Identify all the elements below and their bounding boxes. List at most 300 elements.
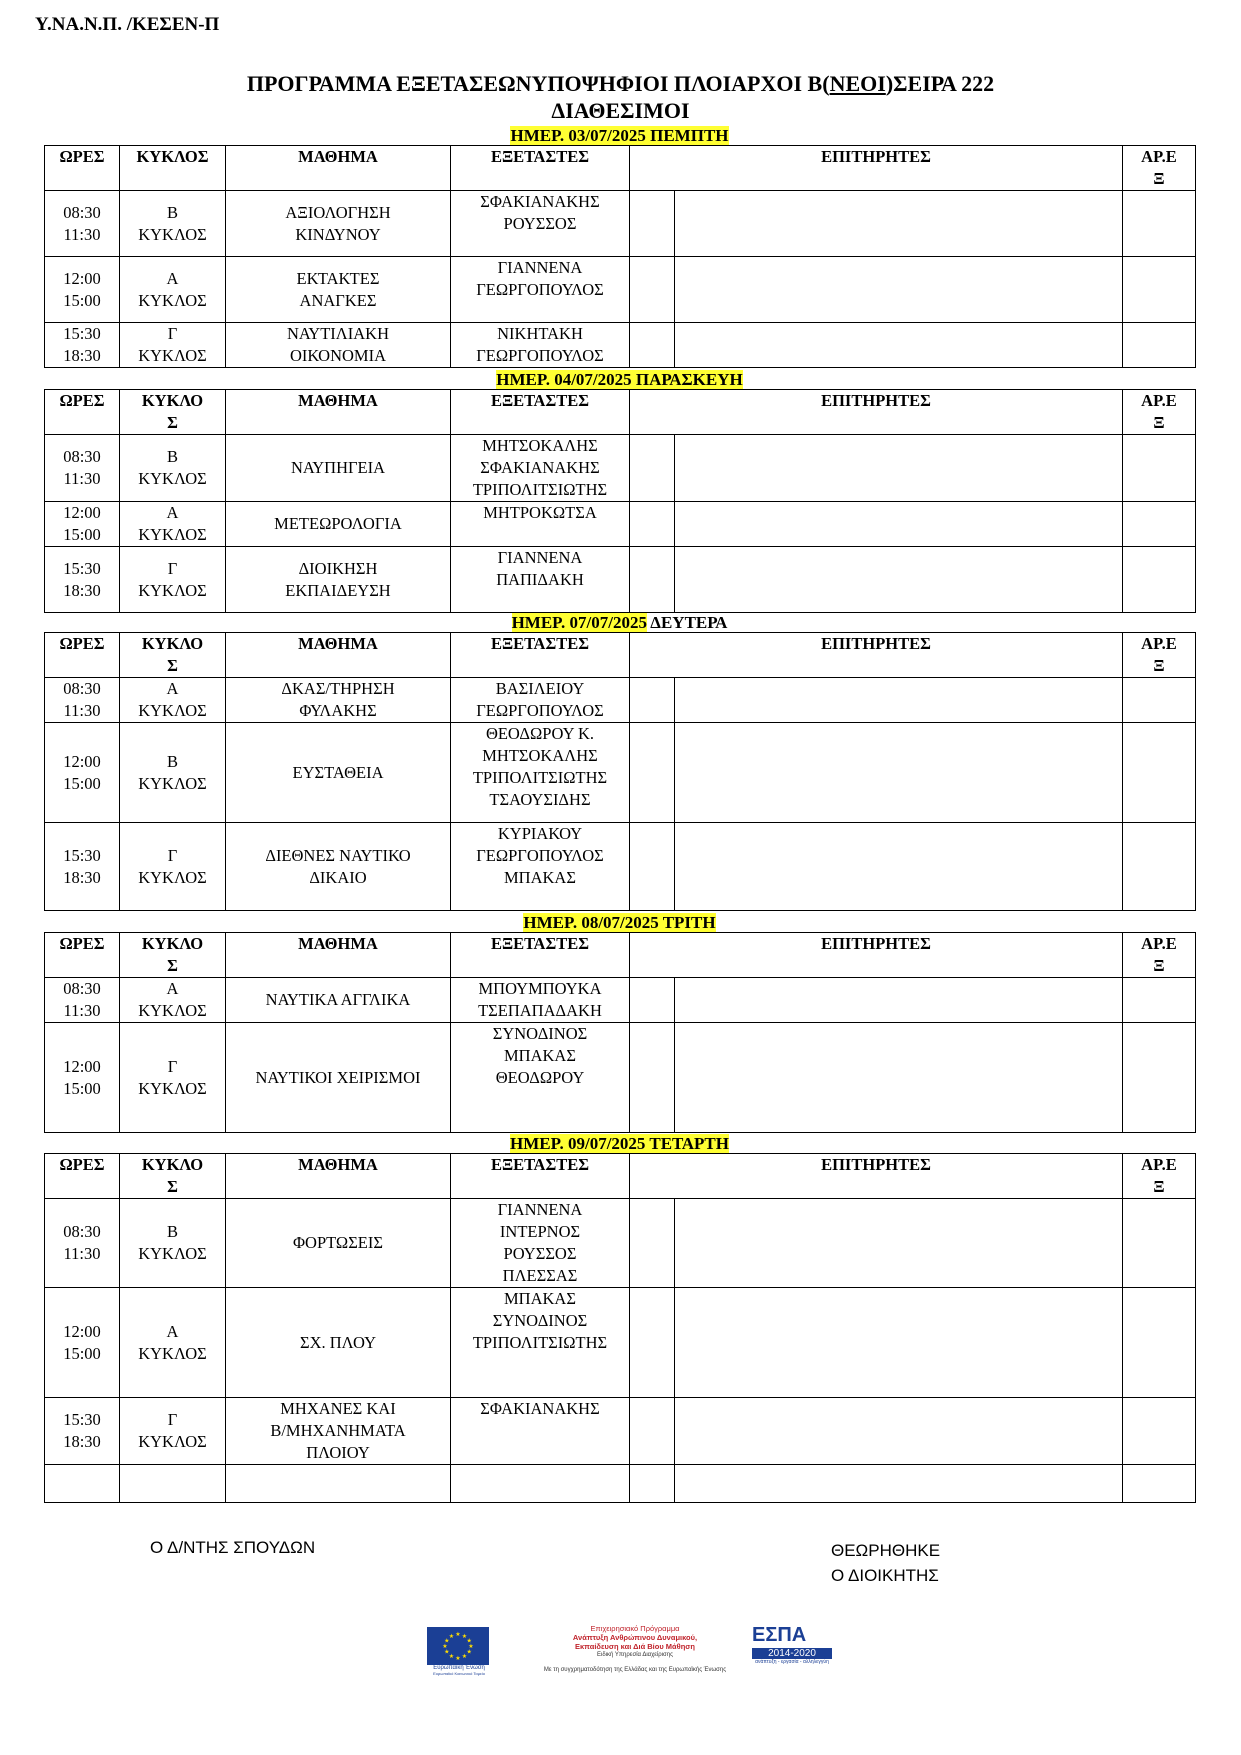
cell-line: 12:00 bbox=[63, 751, 101, 771]
cell-line: 08:30 bbox=[63, 447, 101, 466]
exam-number-cell[interactable] bbox=[1123, 547, 1196, 613]
table-row bbox=[45, 823, 1196, 911]
supervisor-cell-1[interactable] bbox=[630, 1465, 675, 1503]
cell-line: ΡΟΥΣΣΟΣ bbox=[503, 1244, 577, 1263]
supervisor-cell-1[interactable] bbox=[630, 547, 675, 613]
cell-line: ΤΣΕΠΑΠΑΔΑΚΗ bbox=[478, 1001, 602, 1020]
day-title bbox=[44, 126, 1195, 145]
cell-line: ΚΥΚΛΟΣ bbox=[138, 773, 207, 793]
day-title bbox=[44, 370, 1195, 389]
cell-line: Β/ΜΗΧΑΝΗΜΑΤΑ bbox=[270, 1421, 406, 1440]
cycle-line1: ΚΥΚΛΟ bbox=[141, 1155, 204, 1174]
cycle-cell bbox=[120, 978, 226, 1023]
cycle-cell bbox=[120, 723, 226, 823]
hours-cell bbox=[45, 1288, 120, 1398]
table-header-row bbox=[45, 146, 1196, 191]
cell-line: ΝΑΥΤΙΚΑ ΑΓΓΛΙΚΑ bbox=[265, 990, 411, 1009]
exam-number-cell[interactable] bbox=[1123, 723, 1196, 823]
cell-line: ΔΙΟΙΚΗΣΗ bbox=[298, 558, 378, 578]
cell-line: ΠΑΠΙΔΑΚΗ bbox=[496, 570, 584, 589]
cell-line: ΓΕΩΡΓΟΠΟΥΛΟΣ bbox=[476, 346, 604, 365]
cell-line: ΤΡΙΠΟΛΙΤΣΙΩΤΗΣ bbox=[472, 768, 608, 787]
exam-number-cell[interactable] bbox=[1123, 978, 1196, 1023]
commander-label: Ο ΔΙΟΙΚΗΤΗΣ bbox=[831, 1566, 939, 1585]
table-row bbox=[45, 1398, 1196, 1465]
day-title-highlighted: ΗΜΕΡ. 07/07/2025 bbox=[511, 613, 647, 632]
commander-signature bbox=[831, 1538, 940, 1588]
cycle-cell bbox=[120, 823, 226, 911]
day-title-plain: ΔΕΥΤΕΡΑ bbox=[646, 613, 728, 632]
examiners-cell bbox=[451, 723, 630, 823]
cell-line: ΓΙΑΝΝΕΝΑ bbox=[497, 548, 583, 567]
approved-label: ΘΕΩΡΗΘΗΚΕ bbox=[831, 1541, 941, 1560]
table-row bbox=[45, 435, 1196, 502]
supervisor-cell-2[interactable] bbox=[675, 723, 1123, 823]
cell-line: ΒΑΣΙΛΕΙΟΥ bbox=[495, 679, 585, 698]
cell-line: ΓΕΩΡΓΟΠΟΥΛΟΣ bbox=[476, 846, 604, 865]
course-cell bbox=[226, 1398, 451, 1465]
cycle-cell bbox=[120, 1288, 226, 1398]
cell-line: ΚΥΚΛΟΣ bbox=[138, 290, 207, 310]
supervisor-cell-1[interactable] bbox=[630, 1398, 675, 1465]
day-block bbox=[44, 126, 1195, 368]
examiners-cell bbox=[451, 678, 630, 723]
cell-line: ΕΚΠΑΙΔΕΥΣΗ bbox=[285, 580, 391, 600]
exam-number-cell[interactable] bbox=[1123, 1465, 1196, 1503]
hours-cell bbox=[45, 1398, 120, 1465]
svg-text:★: ★ bbox=[444, 1648, 450, 1656]
cell-line: ΚΥΚΛΟΣ bbox=[138, 224, 207, 244]
cell-line: ΜΗΤΣΟΚΑΛΗΣ bbox=[482, 436, 598, 455]
cell-line: 15:30 bbox=[63, 558, 101, 578]
supervisors-header: ΕΠΙΤΗΡΗΤΕΣ bbox=[630, 390, 1123, 435]
cell-line: Α bbox=[166, 1321, 179, 1341]
hours-header: ΩΡΕΣ bbox=[45, 1154, 120, 1199]
exam-number-cell[interactable] bbox=[1123, 435, 1196, 502]
course-cell bbox=[226, 723, 451, 823]
cell-line: ΚΥΚΛΟΣ bbox=[138, 1078, 207, 1098]
supervisor-cell-1[interactable] bbox=[630, 502, 675, 547]
cell-line: ΚΥΚΛΟΣ bbox=[138, 346, 207, 365]
examiners-cell bbox=[451, 978, 630, 1023]
cell-line: ΜΕΤΕΩΡΟΛΟΓΙΑ bbox=[274, 514, 402, 533]
cell-line: ΤΡΙΠΟΛΙΤΣΙΩΤΗΣ bbox=[472, 1333, 608, 1352]
examiners-cell bbox=[451, 1465, 630, 1503]
supervisors-header: ΕΠΙΤΗΡΗΤΕΣ bbox=[630, 933, 1123, 978]
hours-cell bbox=[45, 1023, 120, 1133]
cell-line: ΜΗΤΣΟΚΑΛΗΣ bbox=[482, 746, 598, 765]
cell-line: 12:00 bbox=[63, 1056, 101, 1076]
exam-no-line1: ΑΡ.Ε bbox=[1141, 391, 1177, 410]
cell-line: ΡΟΥΣΣΟΣ bbox=[503, 214, 577, 233]
hours-cell bbox=[45, 547, 120, 613]
cell-line: ΕΥΣΤΑΘΕΙΑ bbox=[292, 762, 384, 782]
cycle-cell bbox=[120, 1465, 226, 1503]
cell-line: ΣΦΑΚΙΑΝΑΚΗΣ bbox=[480, 1399, 600, 1418]
supervisor-cell-1[interactable] bbox=[630, 678, 675, 723]
hours-cell bbox=[45, 323, 120, 368]
hours-cell bbox=[45, 723, 120, 823]
exam-number-cell[interactable] bbox=[1123, 1398, 1196, 1465]
supervisor-cell-2[interactable] bbox=[675, 435, 1123, 502]
cycle-line1: ΚΥΚΛΟ bbox=[141, 391, 204, 410]
exam-number-cell[interactable] bbox=[1123, 1199, 1196, 1288]
cell-line: ΝΑΥΠΗΓΕΙΑ bbox=[290, 458, 386, 477]
course-cell bbox=[226, 257, 451, 323]
cycle-cell bbox=[120, 257, 226, 323]
cell-line: ΝΑΥΤΙΚΟΙ ΧΕΙΡΙΣΜΟΙ bbox=[255, 1067, 421, 1087]
op-line1: Επιχειρησιακό Πρόγραμμα bbox=[590, 1624, 680, 1633]
supervisor-cell-2[interactable] bbox=[675, 1465, 1123, 1503]
cycle-header bbox=[120, 390, 226, 435]
supervisor-cell-2[interactable] bbox=[675, 547, 1123, 613]
course-cell bbox=[226, 1288, 451, 1398]
table-row bbox=[45, 1023, 1196, 1133]
examiners-cell bbox=[451, 823, 630, 911]
cell-line: ΚΥΚΛΟΣ bbox=[138, 1432, 207, 1451]
course-cell bbox=[226, 502, 451, 547]
table-row bbox=[45, 191, 1196, 257]
cell-line: ΝΑΥΤΙΛΙΑΚΗ bbox=[286, 324, 390, 343]
svg-text:★: ★ bbox=[468, 1643, 474, 1650]
supervisor-cell-1[interactable] bbox=[630, 978, 675, 1023]
cycle-line2: Σ bbox=[167, 956, 178, 975]
cell-line: 11:30 bbox=[63, 1001, 101, 1020]
cell-line: ΣΥΝΟΔΙΝΟΣ bbox=[492, 1311, 588, 1330]
supervisor-cell-1[interactable] bbox=[630, 1023, 675, 1133]
supervisor-cell-1[interactable] bbox=[630, 723, 675, 823]
cycle-line1: ΚΥΚΛΟ bbox=[141, 934, 204, 953]
hours-cell bbox=[45, 435, 120, 502]
day-block bbox=[44, 1134, 1195, 1503]
cell-line: ΣΧ. ΠΛΟΥ bbox=[300, 1332, 376, 1352]
exam-number-header bbox=[1123, 933, 1196, 978]
examiners-header: ΕΞΕΤΑΣΤΕΣ bbox=[451, 390, 630, 435]
cell-line: Β bbox=[166, 447, 178, 466]
day-title bbox=[44, 1134, 1195, 1153]
supervisor-cell-1[interactable] bbox=[630, 191, 675, 257]
examiners-cell bbox=[451, 1288, 630, 1398]
schedule-table bbox=[44, 932, 1196, 1133]
table-row bbox=[45, 323, 1196, 368]
course-cell bbox=[226, 1199, 451, 1288]
cell-line: ΚΥΚΛΟΣ bbox=[138, 469, 207, 488]
cell-line: ΙΝΤΕΡΝΟΣ bbox=[499, 1222, 581, 1241]
cell-line: ΓΕΩΡΓΟΠΟΥΛΟΣ bbox=[476, 701, 604, 720]
exam-number-header bbox=[1123, 390, 1196, 435]
hours-header: ΩΡΕΣ bbox=[45, 633, 120, 678]
espa-sub: ανάπτυξη - εργασία - αλληλεγγύη bbox=[755, 1659, 829, 1665]
examiners-cell bbox=[451, 1398, 630, 1465]
eu-caption: Ευρωπαϊκή Ένωση bbox=[433, 1665, 485, 1671]
cell-line: 11:30 bbox=[63, 469, 101, 488]
cell-line: ΠΛΟΙΟΥ bbox=[306, 1443, 370, 1462]
cycle-cell bbox=[120, 502, 226, 547]
supervisor-cell-1[interactable] bbox=[630, 257, 675, 323]
supervisor-cell-1[interactable] bbox=[630, 435, 675, 502]
hours-cell bbox=[45, 823, 120, 911]
cell-line: 15:30 bbox=[63, 1410, 101, 1429]
cell-line: Β bbox=[166, 202, 178, 222]
day-title bbox=[44, 613, 1195, 632]
day-title bbox=[44, 913, 1195, 932]
op-line3: Εκπαίδευση και Διά Βίου Μάθηση bbox=[574, 1642, 696, 1651]
supervisor-cell-2[interactable] bbox=[675, 978, 1123, 1023]
examiners-cell bbox=[451, 191, 630, 257]
schedule-table bbox=[44, 389, 1196, 613]
exam-number-cell[interactable] bbox=[1123, 678, 1196, 723]
cell-line: 11:30 bbox=[63, 224, 101, 244]
supervisor-cell-2[interactable] bbox=[675, 1023, 1123, 1133]
day-block bbox=[44, 613, 1195, 911]
hours-cell bbox=[45, 1199, 120, 1288]
day-block bbox=[44, 370, 1195, 613]
op-line4: Ειδική Υπηρεσία Διαχείρισης bbox=[597, 1652, 673, 1658]
supervisors-header: ΕΠΙΤΗΡΗΤΕΣ bbox=[630, 633, 1123, 678]
organization-header: Υ.ΝΑ.Ν.Π. /ΚΕΣΕΝ-Π bbox=[35, 14, 220, 35]
cell-line: ΚΥΚΛΟΣ bbox=[138, 580, 207, 600]
cell-line: 15:00 bbox=[63, 773, 101, 793]
supervisor-cell-1[interactable] bbox=[630, 823, 675, 911]
cell-line: ΕΚΤΑΚΤΕΣ bbox=[296, 268, 380, 288]
cell-line: Α bbox=[166, 268, 179, 288]
examiners-cell bbox=[451, 257, 630, 323]
examiners-header: ΕΞΕΤΑΣΤΕΣ bbox=[451, 933, 630, 978]
course-cell bbox=[226, 1465, 451, 1503]
cell-line: ΜΠΑΚΑΣ bbox=[504, 1289, 576, 1308]
exam-number-header bbox=[1123, 1154, 1196, 1199]
cell-line: 15:00 bbox=[63, 1078, 101, 1098]
exam-number-cell[interactable] bbox=[1123, 1023, 1196, 1133]
hours-cell bbox=[45, 978, 120, 1023]
eu-flag-logo bbox=[427, 1627, 491, 1685]
day-title-highlighted: ΗΜΕΡ. 04/07/2025 ΠΑΡΑΣΚΕΥΗ bbox=[496, 370, 743, 389]
exam-no-line2: Ξ bbox=[1153, 956, 1165, 975]
cell-line: Α bbox=[166, 679, 179, 698]
op-line5: Με τη συγχρηματοδότηση της Ελλάδας και της Ευρωπαϊκής Ένωσης bbox=[543, 1667, 727, 1673]
cell-line: 15:00 bbox=[63, 1343, 101, 1363]
cycle-cell bbox=[120, 1398, 226, 1465]
cycle-cell bbox=[120, 323, 226, 368]
cell-line: ΔΚΑΣ/ΤΗΡΗΣΗ bbox=[281, 679, 395, 698]
cell-line: ΚΥΚΛΟΣ bbox=[138, 1343, 207, 1363]
table-row bbox=[45, 678, 1196, 723]
cell-line: ΚΥΚΛΟΣ bbox=[138, 701, 207, 720]
cycle-cell bbox=[120, 435, 226, 502]
cell-line: ΤΡΙΠΟΛΙΤΣΙΩΤΗΣ bbox=[472, 480, 608, 499]
cell-line: ΜΠΑΚΑΣ bbox=[504, 868, 576, 887]
cell-line: ΣΦΑΚΙΑΝΑΚΗΣ bbox=[480, 192, 600, 211]
examiners-header: ΕΞΕΤΑΣΤΕΣ bbox=[451, 633, 630, 678]
cycle-cell bbox=[120, 678, 226, 723]
exam-no-line2: Ξ bbox=[1153, 656, 1165, 675]
exam-number-cell[interactable] bbox=[1123, 191, 1196, 257]
cell-line: 11:30 bbox=[63, 1244, 101, 1263]
cell-line: Γ bbox=[167, 845, 178, 865]
cell-line: ΚΙΝΔΥΝΟΥ bbox=[295, 224, 381, 244]
supervisor-cell-2[interactable] bbox=[675, 823, 1123, 911]
exam-no-line2: Ξ bbox=[1153, 1177, 1165, 1196]
supervisors-header: ΕΠΙΤΗΡΗΤΕΣ bbox=[630, 146, 1123, 191]
schedule-table bbox=[44, 145, 1196, 368]
svg-text:★: ★ bbox=[466, 1648, 472, 1656]
supervisor-cell-2[interactable] bbox=[675, 191, 1123, 257]
director-signature: Ο Δ/ΝΤΗΣ ΣΠΟΥΔΩΝ bbox=[150, 1538, 316, 1557]
cell-line: ΜΗΧΑΝΕΣ ΚΑΙ bbox=[280, 1399, 396, 1418]
cell-line: 08:30 bbox=[63, 679, 101, 698]
day-title-highlighted: ΗΜΕΡ. 09/07/2025 ΤΕΤΑΡΤΗ bbox=[510, 1134, 729, 1153]
cell-line: Α bbox=[166, 979, 179, 998]
svg-text:★: ★ bbox=[442, 1643, 448, 1650]
eu-subcaption: Ευρωπαϊκό Κοινωνικό Ταμείο bbox=[433, 1671, 485, 1676]
eu-flag-icon bbox=[427, 1627, 489, 1665]
hours-cell bbox=[45, 1465, 120, 1503]
course-cell bbox=[226, 978, 451, 1023]
cell-line: ΤΣΑΟΥΣΙΔΗΣ bbox=[489, 790, 591, 809]
cell-line: Β bbox=[166, 1222, 178, 1241]
examiners-header: ΕΞΕΤΑΣΤΕΣ bbox=[451, 146, 630, 191]
cell-line: 08:30 bbox=[63, 202, 101, 222]
cell-line: ΠΛΕΣΣΑΣ bbox=[502, 1266, 578, 1285]
examiners-cell bbox=[451, 547, 630, 613]
cycle-line2: Σ bbox=[167, 1177, 178, 1196]
cell-line: ΑΝΑΓΚΕΣ bbox=[299, 290, 377, 310]
table-row bbox=[45, 723, 1196, 823]
course-cell bbox=[226, 191, 451, 257]
supervisor-cell-1[interactable] bbox=[630, 323, 675, 368]
exam-number-cell[interactable] bbox=[1123, 1288, 1196, 1398]
examiners-cell bbox=[451, 502, 630, 547]
exam-no-line1: ΑΡ.Ε bbox=[1141, 634, 1177, 653]
cell-line: ΚΥΚΛΟΣ bbox=[138, 1001, 207, 1020]
supervisor-cell-2[interactable] bbox=[675, 1288, 1123, 1398]
table-row bbox=[45, 257, 1196, 323]
cycle-cell bbox=[120, 547, 226, 613]
course-header: ΜΑΘΗΜΑ bbox=[226, 633, 451, 678]
cell-line: 12:00 bbox=[63, 268, 101, 288]
cell-line: 18:30 bbox=[63, 1432, 101, 1451]
cell-line: ΦΟΡΤΩΣΕΙΣ bbox=[293, 1233, 383, 1252]
svg-text:★: ★ bbox=[448, 1653, 455, 1661]
table-row bbox=[45, 547, 1196, 613]
cycle-label: ΚΥΚΛΟΣ bbox=[136, 147, 209, 166]
cell-line: ΚΥΚΛΟΣ bbox=[138, 1244, 207, 1263]
supervisor-cell-2[interactable] bbox=[675, 1199, 1123, 1288]
exam-number-cell[interactable] bbox=[1123, 257, 1196, 323]
supervisor-cell-2[interactable] bbox=[675, 678, 1123, 723]
cell-line: ΓΙΑΝΝΕΝΑ bbox=[497, 1200, 583, 1219]
title-suffix: )ΣΕΙΡΑ 222 bbox=[885, 71, 995, 96]
examiners-cell bbox=[451, 323, 630, 368]
table-row bbox=[45, 502, 1196, 547]
cell-line: 18:30 bbox=[63, 580, 101, 600]
svg-text:★: ★ bbox=[448, 1632, 455, 1640]
schedule-table bbox=[44, 1153, 1196, 1503]
examiners-cell bbox=[451, 1199, 630, 1288]
supervisor-cell-2[interactable] bbox=[675, 502, 1123, 547]
cycle-line2: Σ bbox=[167, 656, 178, 675]
svg-text:★: ★ bbox=[461, 1632, 468, 1640]
supervisor-cell-1[interactable] bbox=[630, 1199, 675, 1288]
course-cell bbox=[226, 1023, 451, 1133]
cell-line: Γ bbox=[167, 324, 178, 343]
exam-number-cell[interactable] bbox=[1123, 823, 1196, 911]
cell-line: 11:30 bbox=[63, 701, 101, 720]
cell-line: Α bbox=[166, 503, 179, 522]
course-cell bbox=[226, 678, 451, 723]
svg-text:★: ★ bbox=[461, 1653, 468, 1661]
supervisors-header: ΕΠΙΤΗΡΗΤΕΣ bbox=[630, 1154, 1123, 1199]
title-prefix: ΠΡΟΓΡΑΜΜΑ ΕΞΕΤΑΣΕΩΝΥΠΟΨΗΦΙΟΙ ΠΛΟΙΑΡΧΟΙ Β( bbox=[246, 71, 830, 96]
cell-line: ΚΥΚΛΟΣ bbox=[138, 525, 207, 544]
document-title bbox=[0, 70, 1241, 124]
exam-no-line2: Ξ bbox=[1153, 413, 1165, 432]
op-line2: Ανάπτυξη Ανθρώπινου Δυναμικού, bbox=[572, 1633, 698, 1642]
table-row bbox=[45, 1288, 1196, 1398]
cell-line: ΜΠΑΚΑΣ bbox=[504, 1046, 576, 1065]
cell-line: 15:00 bbox=[63, 525, 101, 544]
supervisor-cell-1[interactable] bbox=[630, 1288, 675, 1398]
cell-line: 15:30 bbox=[63, 324, 101, 343]
examiners-cell bbox=[451, 1023, 630, 1133]
day-title-highlighted: ΗΜΕΡ. 03/07/2025 ΠΕΜΠΤΗ bbox=[510, 126, 729, 145]
cell-line: ΦΥΛΑΚΗΣ bbox=[299, 701, 377, 720]
day-title-highlighted: ΗΜΕΡ. 08/07/2025 ΤΡΙΤΗ bbox=[523, 913, 716, 932]
svg-text:★: ★ bbox=[455, 1631, 461, 1638]
exam-no-line1: ΑΡ.Ε bbox=[1141, 934, 1177, 953]
course-header: ΜΑΘΗΜΑ bbox=[226, 146, 451, 191]
hours-header: ΩΡΕΣ bbox=[45, 390, 120, 435]
hours-cell bbox=[45, 191, 120, 257]
hours-header: ΩΡΕΣ bbox=[45, 933, 120, 978]
examiners-cell bbox=[451, 435, 630, 502]
cell-line: ΘΕΟΔΩΡΟΥ Κ. bbox=[485, 724, 595, 743]
examiners-header: ΕΞΕΤΑΣΤΕΣ bbox=[451, 1154, 630, 1199]
cycle-line1: ΚΥΚΛΟ bbox=[141, 634, 204, 653]
cycle-header bbox=[120, 146, 226, 191]
supervisor-cell-2[interactable] bbox=[675, 257, 1123, 323]
cell-line: ΔΙΕΘΝΕΣ ΝΑΥΤΙΚΟ bbox=[265, 845, 411, 865]
course-cell bbox=[226, 823, 451, 911]
cell-line: Γ bbox=[167, 558, 178, 578]
hours-cell bbox=[45, 502, 120, 547]
cell-line: ΓΙΑΝΝΕΝΑ bbox=[497, 258, 583, 277]
supervisor-cell-2[interactable] bbox=[675, 1398, 1123, 1465]
cell-line: ΘΕΟΔΩΡΟΥ bbox=[495, 1068, 585, 1087]
course-cell bbox=[226, 547, 451, 613]
exam-no-line2: Ξ bbox=[1153, 169, 1165, 188]
cell-line: ΣΦΑΚΙΑΝΑΚΗΣ bbox=[480, 458, 600, 477]
course-header: ΜΑΘΗΜΑ bbox=[226, 1154, 451, 1199]
operational-programme-logo bbox=[535, 1624, 735, 1675]
exam-number-cell[interactable] bbox=[1123, 323, 1196, 368]
table-header-row bbox=[45, 390, 1196, 435]
hours-cell bbox=[45, 257, 120, 323]
cell-line: 08:30 bbox=[63, 1222, 101, 1241]
cell-line: ΝΙΚΗΤΑΚΗ bbox=[497, 324, 583, 343]
svg-text:★: ★ bbox=[444, 1637, 450, 1645]
hours-cell bbox=[45, 678, 120, 723]
funding-logos bbox=[0, 1622, 1241, 1692]
course-header: ΜΑΘΗΜΑ bbox=[226, 390, 451, 435]
day-block bbox=[44, 913, 1195, 1133]
espa-years: 2014-2020 bbox=[752, 1648, 832, 1659]
cell-line: ΓΕΩΡΓΟΠΟΥΛΟΣ bbox=[476, 280, 604, 299]
supervisor-cell-2[interactable] bbox=[675, 323, 1123, 368]
table-header-row bbox=[45, 633, 1196, 678]
exam-number-cell[interactable] bbox=[1123, 502, 1196, 547]
cell-line: 08:30 bbox=[63, 979, 101, 998]
